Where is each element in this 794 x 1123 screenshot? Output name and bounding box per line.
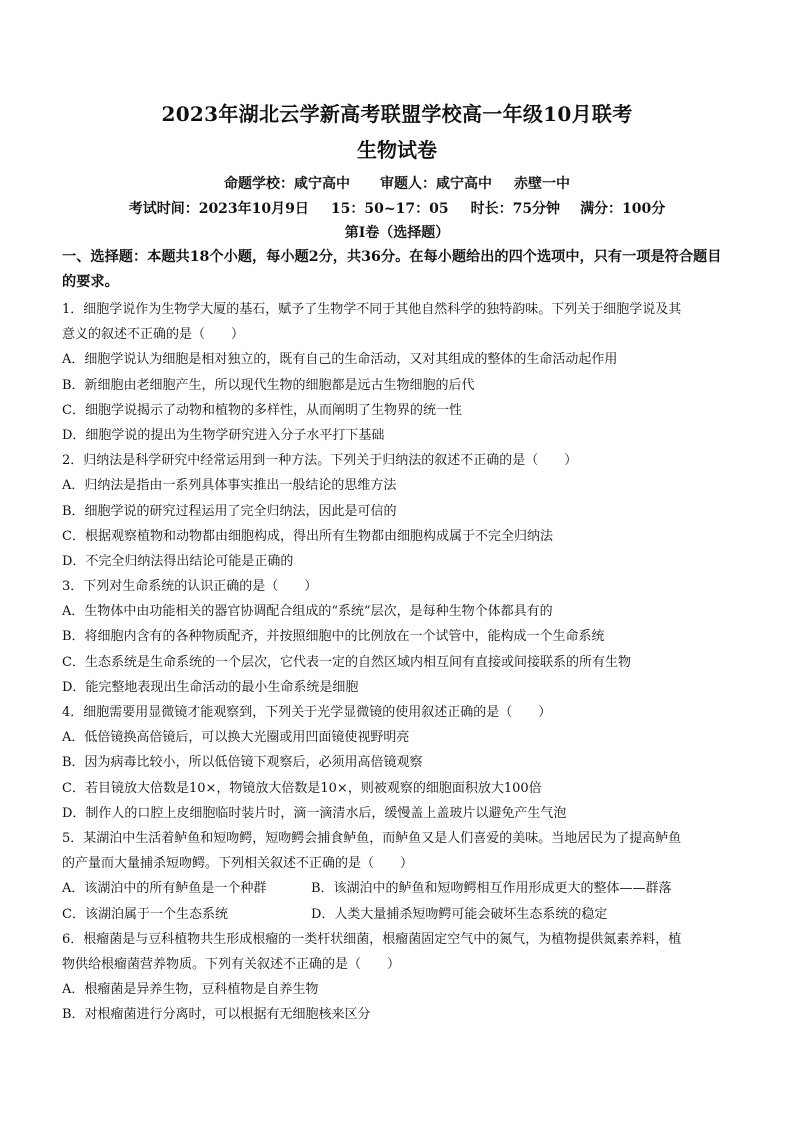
option-c: C．若目镜放大倍数是10×，物镜放大倍数是10×，则被观察的细胞面积放大100倍 <box>62 780 542 796</box>
option-b: B．对根瘤菌进行分离时，可以根据有无细胞核来区分 <box>62 1007 371 1023</box>
question-stem-line: 3．下列对生命系统的认识正确的是（ ） <box>62 579 318 595</box>
option-row <box>62 876 734 901</box>
option-d: D．不完全归纳法得出结论可能是正确的 <box>62 553 294 569</box>
option-a: A．根瘤菌是异养生物，豆科植物是自养生物 <box>62 982 319 998</box>
option-c: C．该湖泊属于一个生态系统 <box>62 906 228 922</box>
option-a: A．低倍镜换高倍镜后，可以换大光圈或用凹面镜使视野明亮 <box>62 730 410 746</box>
option-b: B．因为病毒比较小，所以低倍镜下观察后，必须用高倍镜观察 <box>62 755 423 771</box>
question-stem-line: 5．某湖泊中生活着鲈鱼和短吻鳄，短吻鳄会捕食鲈鱼，而鲈鱼又是人们喜爱的美味。当地居民为了提高鲈鱼 <box>62 830 682 846</box>
option-b: B．细胞学说的研究过程运用了完全归纳法，因此是可信的 <box>62 503 397 519</box>
question-stem-line: 6．根瘤菌是与豆科植物共生形成根瘤的一类杆状细菌，根瘤菌固定空气中的氮气，为植物提供氮素养料，植 <box>62 931 682 947</box>
question-stem-line: 4．细胞需要用显微镜才能观察到，下列关于光学显微镜的使用叙述正确的是（ ） <box>62 705 552 720</box>
option-a: A．该湖泊中的所有鲈鱼是一个种群 <box>62 881 267 897</box>
reviewer-2: 赤壁一中 <box>514 176 570 192</box>
question-stem-line: 的产量而大量捕杀短吻鳄。下列相关叙述不正确的是（ ） <box>62 856 414 872</box>
exam-full-score: 满分：100分 <box>580 201 666 217</box>
option-a: A．归纳法是指由一系列具体事实推出一般结论的思维方法 <box>62 478 397 494</box>
part-heading: 第Ⅰ卷（选择题） <box>344 225 450 241</box>
option-b: B．该湖泊中的鲈鱼和短吻鳄相互作用形成更大的整体——群落 <box>311 881 672 897</box>
option-a: A．细胞学说认为细胞是相对独立的，既有自己的生命活动，又对其组成的整体的生命活动起作用 <box>62 352 618 368</box>
option-d: D．能完整地表现出生命活动的最小生命系统是细胞 <box>62 679 359 695</box>
option-a: A．生物体中由功能相关的器官协调配合组成的“系统”层次，是每种生物个体都具有的 <box>62 604 553 620</box>
question-stem-line: 物供给根瘤菌营养物质。下列有关叙述不正确的是（ ） <box>62 956 401 972</box>
reviewer: 审题人：咸宁高中 <box>380 176 492 192</box>
option-d: D．细胞学说的提出为生物学研究进入分子水平打下基础 <box>62 427 385 443</box>
option-c: C．细胞学说揭示了动物和植物的多样性，从而阐明了生物界的统一性 <box>62 402 462 418</box>
setter-info <box>0 173 794 193</box>
option-b: B．将细胞内含有的各种物质配齐，并按照细胞中的比例放在一个试管中，能构成一个生命系统 <box>62 629 605 645</box>
option-d: D．制作人的口腔上皮细胞临时装片时，滴一滴清水后，缓慢盖上盖玻片以避免产生气泡 <box>62 805 567 821</box>
exam-subtitle: 生物试卷 <box>357 138 437 162</box>
question-stem-line: 1．细胞学说作为生物学大厦的基石，赋予了生物学不同于其他自然科学的独特韵味。下列关于细胞学说及其 <box>62 302 682 317</box>
option-b: B．新细胞由老细胞产生，所以现代生物的细胞都是远古生物细胞的后代 <box>62 377 475 393</box>
option-c: C．生态系统是生命系统的一个层次，它代表一定的自然区域内相互间有直接或间接联系的所有生物 <box>62 654 631 670</box>
exam-duration: 时长：75分钟 <box>470 201 561 217</box>
exam-info <box>0 198 794 218</box>
question-stem-line: 意义的叙述不正确的是（ ） <box>62 327 245 343</box>
setter-school: 命题学校：咸宁高中 <box>224 176 350 192</box>
option-row <box>62 902 734 927</box>
exam-date: 考试时间：2023年10月9日 <box>128 201 309 217</box>
question-stem-line: 2．归纳法是科学研究中经常运用到一种方法。下列关于归纳法的叙述不正确的是（ ） <box>62 453 578 469</box>
section-instructions: 一、选择题：本题共18个小题，每小题2分，共36分。在每小题给出的四个选项中，只有一项是符合题目的要求。 <box>62 249 722 290</box>
option-d: D．人类大量捕杀短吻鳄可能会破坏生态系统的稳定 <box>311 906 608 922</box>
exam-title: 2023年湖北云学新高考联盟学校高一年级10月联考 <box>161 102 633 126</box>
exam-time-range: 15：50~17：05 <box>330 201 449 217</box>
option-c: C．根据观察植物和动物都由细胞构成，得出所有生物都由细胞构成属于不完全归纳法 <box>62 528 553 544</box>
question-list <box>62 297 734 1027</box>
